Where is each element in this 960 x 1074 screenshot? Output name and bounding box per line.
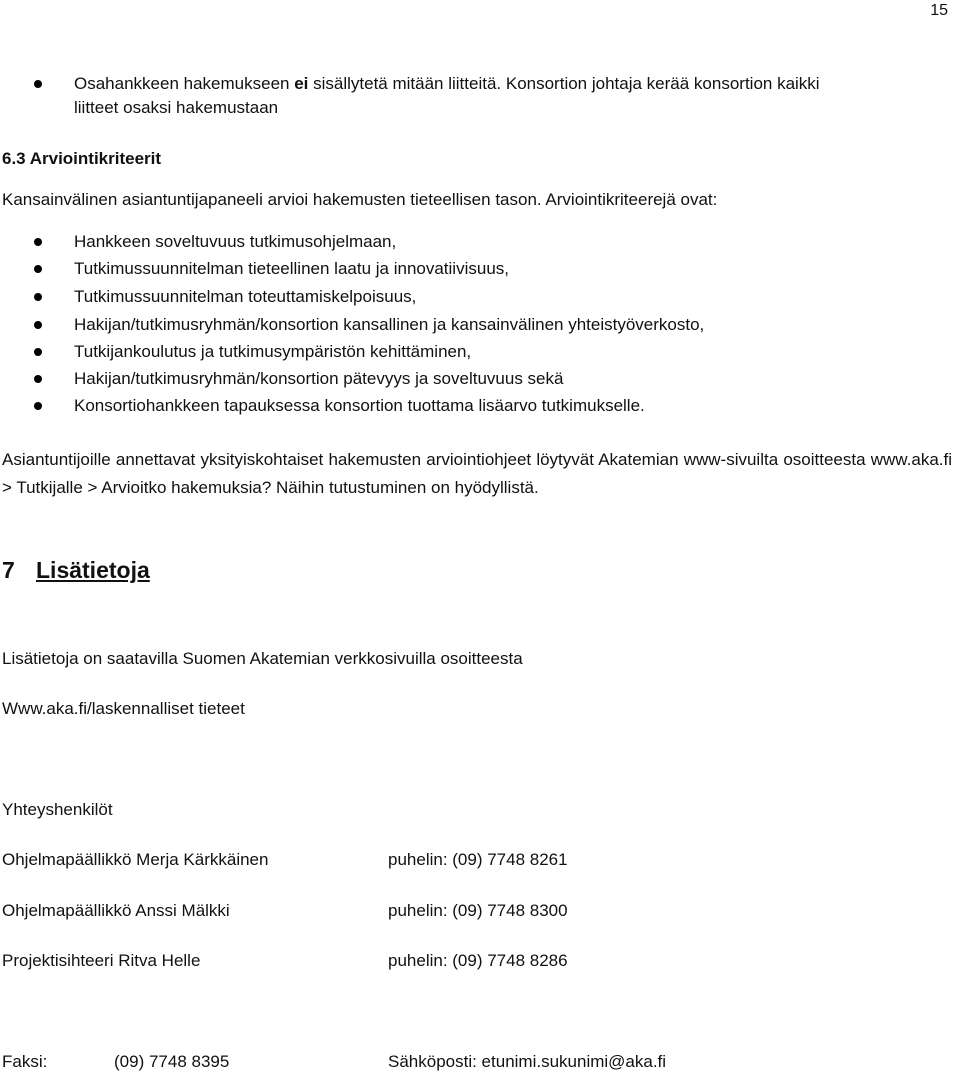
section-7-url: Www.aka.fi/laskennalliset tieteet bbox=[2, 699, 245, 718]
intro-bullet-line2: liitteet osaksi hakemustaan bbox=[74, 98, 279, 117]
section-7-number: 7 bbox=[2, 557, 15, 583]
list-item-text: Tutkimussuunnitelman tieteellinen laatu ja innovatiivisuus, bbox=[74, 259, 509, 278]
bullet-icon bbox=[34, 375, 42, 383]
section-7-title: Lisätietoja bbox=[36, 557, 150, 583]
guidance-paragraph: Asiantuntijoille annettavat yksityiskohtaiset hakemusten arviointiohjeet löytyvät Akatemian www-sivuilta osoitteesta www.aka.fi > Tutkijalle > Arvioitko hakemuksia? Näihin tutustuminen on hyödyllistä. bbox=[2, 450, 952, 497]
email-text: Sähköposti: etunimi.sukunimi@aka.fi bbox=[388, 1052, 667, 1071]
page-number: 15 bbox=[930, 2, 948, 19]
list-item-text: Tutkimussuunnitelman toteuttamiskelpoisuus, bbox=[74, 287, 417, 306]
fax-number: (09) 7748 8395 bbox=[114, 1052, 230, 1071]
list-item-text: Hankkeen soveltuvuus tutkimusohjelmaan, bbox=[74, 232, 397, 251]
list-item-text: Konsortiohankkeen tapauksessa konsortion tuottama lisäarvo tutkimukselle. bbox=[74, 396, 645, 415]
list-item-text: Tutkijankoulutus ja tutkimusympäristön kehittäminen, bbox=[74, 342, 472, 361]
contact-name: Ohjelmapäällikkö Merja Kärkkäinen bbox=[2, 850, 269, 869]
section-6-3-heading: 6.3 Arviointikriteerit bbox=[2, 149, 162, 168]
intro-bullet-line1 bbox=[74, 72, 820, 96]
fax-label: Faksi: bbox=[2, 1052, 48, 1071]
section-7-heading bbox=[2, 557, 150, 584]
intro-bullet-post: sisällytetä mitään liitteitä. Konsortion johtaja kerää konsortion kaikki bbox=[308, 74, 820, 93]
section-7-text: Lisätietoja on saatavilla Suomen Akatemian verkkosivuilla osoitteesta bbox=[2, 649, 523, 668]
contact-name: Ohjelmapäällikkö Anssi Mälkki bbox=[2, 901, 230, 920]
bullet-icon bbox=[34, 265, 42, 273]
bullet-icon bbox=[34, 80, 42, 88]
contact-name: Projektisihteeri Ritva Helle bbox=[2, 951, 201, 970]
contact-phone: puhelin: (09) 7748 8286 bbox=[388, 951, 568, 970]
section-6-3-intro: Kansainvälinen asiantuntijapaneeli arvioi hakemusten tieteellisen tason. Arviointikriteerejä ovat: bbox=[2, 190, 718, 209]
contact-phone: puhelin: (09) 7748 8300 bbox=[388, 901, 568, 920]
intro-bullet-pre: Osahankkeen hakemukseen bbox=[74, 74, 295, 93]
contacts-heading: Yhteyshenkilöt bbox=[2, 800, 113, 819]
contact-phone: puhelin: (09) 7748 8261 bbox=[388, 850, 568, 869]
bullet-icon bbox=[34, 293, 42, 301]
bullet-icon bbox=[34, 321, 42, 329]
list-item-text: Hakijan/tutkimusryhmän/konsortion kansallinen ja kansainvälinen yhteistyöverkosto, bbox=[74, 315, 705, 334]
bullet-icon bbox=[34, 238, 42, 246]
bullet-icon bbox=[34, 348, 42, 356]
bullet-icon bbox=[34, 402, 42, 410]
intro-bullet-bold: ei bbox=[294, 74, 309, 93]
list-item-text: Hakijan/tutkimusryhmän/konsortion pätevyys ja soveltuvuus sekä bbox=[74, 369, 564, 388]
